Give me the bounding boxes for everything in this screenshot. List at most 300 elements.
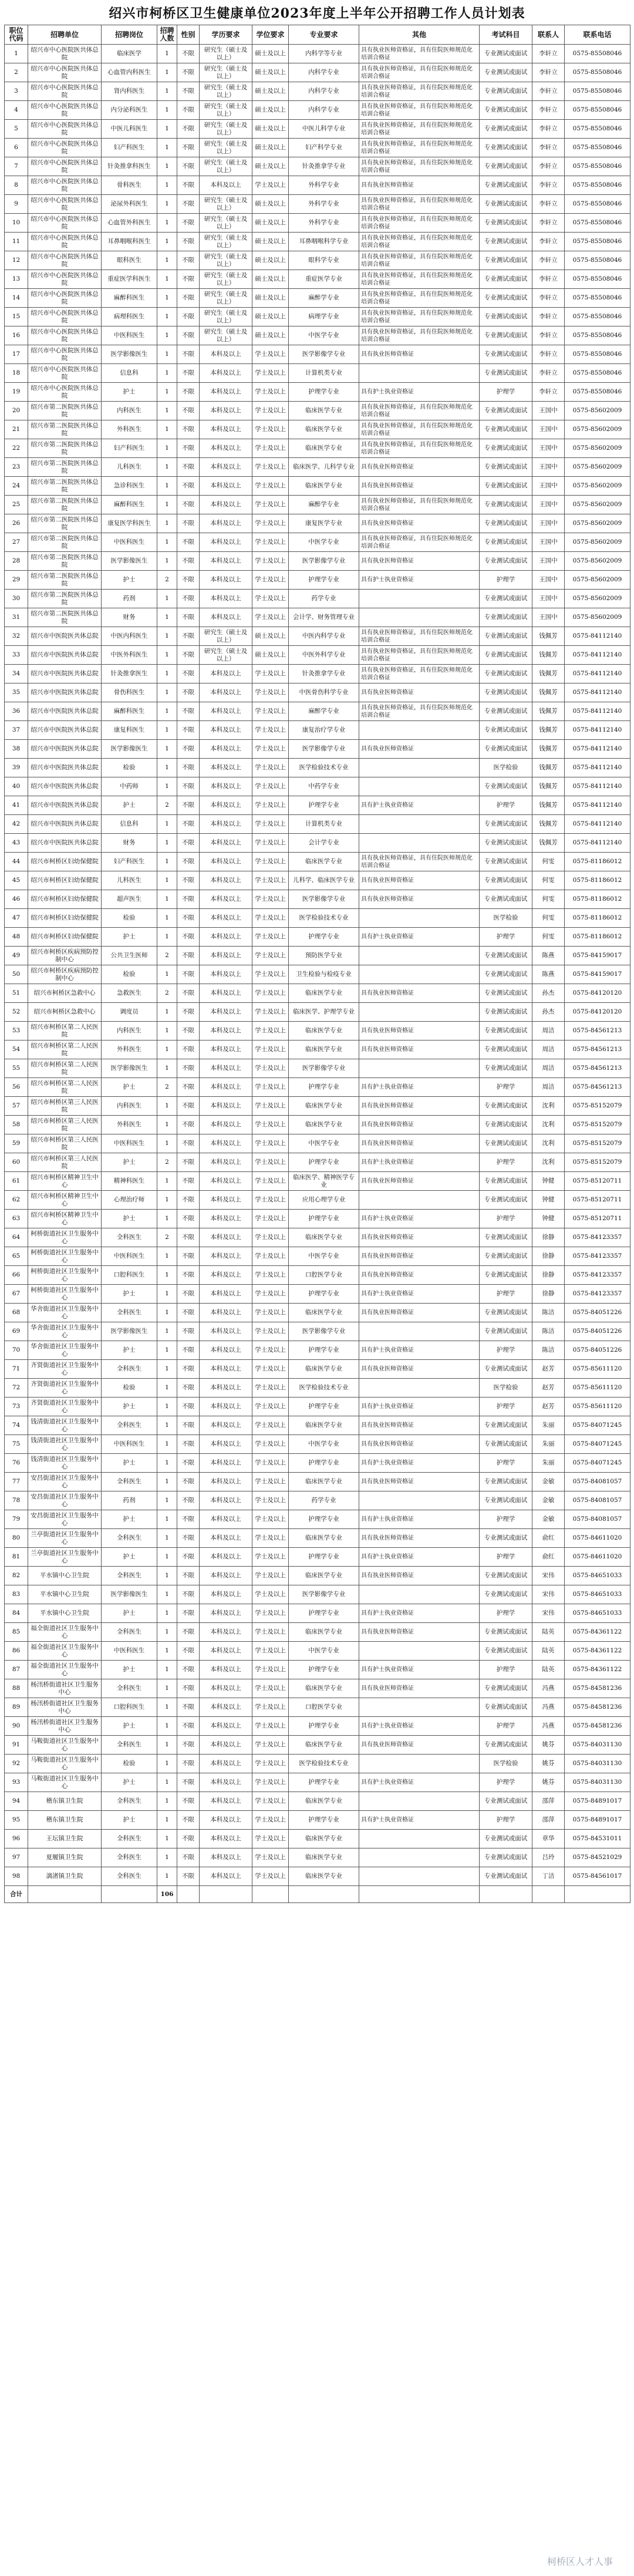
table-row <box>5 740 630 759</box>
col-header-other: 其他 <box>359 25 480 45</box>
cell-contact: 钱佩芳 <box>532 759 565 777</box>
cell-contact: 宋伟 <box>532 1604 565 1623</box>
cell-education: 本科及以上 <box>200 1078 252 1097</box>
cell-count: 1 <box>157 1717 177 1736</box>
table-row <box>5 1473 630 1491</box>
table-row <box>5 514 630 533</box>
cell-contact: 姚芬 <box>532 1736 565 1755</box>
cell-education: 研究生（硕士及以上） <box>200 82 252 101</box>
cell-contact: 朱丽 <box>532 1454 565 1473</box>
cell-major: 中药学专业 <box>289 777 359 796</box>
cell-exam: 专业测试或面试 <box>480 1435 532 1454</box>
table-row <box>5 364 630 383</box>
cell-other <box>359 1322 480 1341</box>
cell-post: 肾内科医生 <box>102 82 157 101</box>
cell-post: 财务 <box>102 834 157 853</box>
cell-post: 医学影像医生 <box>102 345 157 364</box>
table-row <box>5 796 630 815</box>
cell-contact: 吕玲 <box>532 1848 565 1867</box>
cell-exam: 专业测试或面试 <box>480 1322 532 1341</box>
cell-exam: 护理学 <box>480 1210 532 1228</box>
cell-other: 具有护士执业资格证 <box>359 1604 480 1623</box>
cell-count: 1 <box>157 928 177 947</box>
cell-exam: 专业测试或面试 <box>480 251 532 270</box>
cell-major: 病理学专业 <box>289 308 359 326</box>
cell-count: 1 <box>157 1322 177 1341</box>
table-row <box>5 270 630 289</box>
cell-major: 医学影像学专业 <box>289 890 359 909</box>
cell-post: 护士 <box>102 1078 157 1097</box>
cell-major: 眼科学专业 <box>289 251 359 270</box>
cell-education: 研究生（硕士及以上） <box>200 233 252 251</box>
cell-gender: 不限 <box>177 1228 200 1247</box>
cell-education: 本科及以上 <box>200 176 252 195</box>
cell-contact: 沈利 <box>532 1116 565 1134</box>
cell-count: 1 <box>157 120 177 139</box>
cell-education: 本科及以上 <box>200 1153 252 1172</box>
cell-degree: 学士及以上 <box>252 1322 289 1341</box>
cell-contact: 宋伟 <box>532 1567 565 1585</box>
cell-phone: 0575-81186012 <box>565 928 630 947</box>
col-header-education: 学历要求 <box>200 25 252 45</box>
cell-contact: 朱丽 <box>532 1416 565 1435</box>
cell-phone: 0575-85602009 <box>565 533 630 552</box>
cell-major: 卫生检验与检疫专业 <box>289 965 359 984</box>
cell-count: 1 <box>157 740 177 759</box>
cell-code: 82 <box>5 1567 28 1585</box>
cell-code: 94 <box>5 1792 28 1811</box>
cell-degree: 学士及以上 <box>252 345 289 364</box>
cell-post: 检验 <box>102 759 157 777</box>
cell-major: 中医学专业 <box>289 533 359 552</box>
cell-gender: 不限 <box>177 1191 200 1210</box>
cell-unit: 华舍街道社区卫生服务中心 <box>28 1322 102 1341</box>
table-row <box>5 496 630 514</box>
cell-post: 全科医生 <box>102 1529 157 1548</box>
cell-post: 全科医生 <box>102 1623 157 1642</box>
cell-other: 具有护士执业资格证 <box>359 928 480 947</box>
cell-contact: 赵芳 <box>532 1398 565 1416</box>
cell-contact: 沈利 <box>532 1153 565 1172</box>
cell-major: 中医学专业 <box>289 1247 359 1266</box>
cell-education: 本科及以上 <box>200 1040 252 1059</box>
cell-contact: 赵芳 <box>532 1360 565 1379</box>
cell-gender: 不限 <box>177 1736 200 1755</box>
cell-phone: 0575-85602009 <box>565 458 630 477</box>
cell-post: 妇产科医生 <box>102 439 157 458</box>
cell-post: 护士 <box>102 1398 157 1416</box>
cell-count: 1 <box>157 1341 177 1360</box>
cell-degree: 学士及以上 <box>252 740 289 759</box>
cell-gender: 不限 <box>177 1040 200 1059</box>
cell-unit: 安昌街道社区卫生服务中心 <box>28 1491 102 1510</box>
cell-other: 具有执业医师资格证 <box>359 176 480 195</box>
cell-count: 1 <box>157 533 177 552</box>
cell-contact: 李轩立 <box>532 82 565 101</box>
cell-exam: 医学检验 <box>480 909 532 928</box>
cell-unit: 绍兴市柯桥区第三人民医院 <box>28 1097 102 1116</box>
cell-other: 具有执业医师资格证，具有住院医师规范化培训合格证 <box>359 101 480 120</box>
cell-degree: 硕士及以上 <box>252 289 289 308</box>
cell-major: 护理学专业 <box>289 1811 359 1830</box>
cell-post: 口腔科医生 <box>102 1266 157 1285</box>
cell-contact: 王国中 <box>532 458 565 477</box>
cell-other: 具有执业医师资格证，具有住院医师规范化培训合格证 <box>359 233 480 251</box>
cell-gender: 不限 <box>177 1792 200 1811</box>
cell-other: 具有执业医师资格证，具有住院医师规范化培训合格证 <box>359 702 480 721</box>
cell-major: 临床医学专业 <box>289 1567 359 1585</box>
cell-major: 临床医学专业 <box>289 477 359 496</box>
cell-other: 具有执业医师资格证 <box>359 1679 480 1698</box>
cell-unit: 福全街道社区卫生服务中心 <box>28 1623 102 1642</box>
cell-count: 1 <box>157 1360 177 1379</box>
cell-education: 研究生（硕士及以上） <box>200 157 252 176</box>
cell-exam: 护理学 <box>480 1285 532 1304</box>
table-row <box>5 965 630 984</box>
cell-major: 麻醉学专业 <box>289 289 359 308</box>
cell-code: 57 <box>5 1097 28 1116</box>
cell-gender: 不限 <box>177 853 200 871</box>
cell-education: 本科及以上 <box>200 1003 252 1022</box>
cell-education: 研究生（硕士及以上） <box>200 270 252 289</box>
cell-contact: 周洁 <box>532 1078 565 1097</box>
cell-unit: 绍兴市柯桥区妇幼保健院 <box>28 871 102 890</box>
cell-contact: 丁洁 <box>532 1867 565 1886</box>
cell-degree: 学士及以上 <box>252 871 289 890</box>
cell-phone: 0575-84123357 <box>565 1285 630 1304</box>
table-row <box>5 1360 630 1379</box>
cell-degree: 学士及以上 <box>252 1567 289 1585</box>
cell-contact: 赵芳 <box>532 1379 565 1398</box>
cell-degree: 学士及以上 <box>252 1022 289 1040</box>
cell-other: 具有执业医师资格证，具有住院医师规范化培训合格证 <box>359 496 480 514</box>
cell-other <box>359 965 480 984</box>
cell-education: 本科及以上 <box>200 1548 252 1567</box>
cell-post: 护士 <box>102 1604 157 1623</box>
cell-count: 1 <box>157 1867 177 1886</box>
cell-other <box>359 777 480 796</box>
cell-exam: 护理学 <box>480 928 532 947</box>
cell-phone: 0575-81186012 <box>565 909 630 928</box>
cell-major: 临床医学专业 <box>289 1116 359 1134</box>
cell-exam: 专业测试或面试 <box>480 1736 532 1755</box>
cell-contact: 钱佩芳 <box>532 740 565 759</box>
cell-education: 本科及以上 <box>200 1304 252 1322</box>
cell-gender: 不限 <box>177 928 200 947</box>
cell-gender: 不限 <box>177 402 200 420</box>
cell-education: 本科及以上 <box>200 909 252 928</box>
cell-code: 23 <box>5 458 28 477</box>
cell-other: 具有护士执业资格证 <box>359 383 480 402</box>
cell-gender: 不限 <box>177 1679 200 1698</box>
table-row <box>5 1454 630 1473</box>
cell-count: 1 <box>157 1585 177 1604</box>
cell-gender: 不限 <box>177 477 200 496</box>
cell-post: 针灸推拿医生 <box>102 665 157 683</box>
cell-degree: 学士及以上 <box>252 1679 289 1698</box>
table-row <box>5 533 630 552</box>
col-header-degree: 学位要求 <box>252 25 289 45</box>
cell-code: 76 <box>5 1454 28 1473</box>
cell-degree: 学士及以上 <box>252 533 289 552</box>
cell-other: 具有执业医师资格证 <box>359 890 480 909</box>
cell-degree: 学士及以上 <box>252 1698 289 1717</box>
cell-phone: 0575-85508046 <box>565 308 630 326</box>
cell-exam: 护理学 <box>480 1548 532 1567</box>
cell-count: 1 <box>157 552 177 571</box>
cell-post: 妇产科医生 <box>102 853 157 871</box>
cell-post: 骨伤科医生 <box>102 683 157 702</box>
cell-degree: 学士及以上 <box>252 364 289 383</box>
cell-unit: 绍兴市第二医院医共体总院 <box>28 402 102 420</box>
cell-phone: 0575-84361122 <box>565 1661 630 1679</box>
cell-degree: 学士及以上 <box>252 1773 289 1792</box>
cell-code: 54 <box>5 1040 28 1059</box>
cell-exam: 专业测试或面试 <box>480 1416 532 1435</box>
cell-unit: 稽东镇卫生院 <box>28 1811 102 1830</box>
cell-phone: 0575-84071245 <box>565 1435 630 1454</box>
cell-phone: 0575-85508046 <box>565 139 630 157</box>
cell-code: 98 <box>5 1867 28 1886</box>
cell-phone: 0575-84120120 <box>565 984 630 1003</box>
cell-phone: 0575-81186012 <box>565 853 630 871</box>
table-row <box>5 1661 630 1679</box>
table-row <box>5 1040 630 1059</box>
cell-degree: 学士及以上 <box>252 890 289 909</box>
cell-education: 研究生（硕士及以上） <box>200 120 252 139</box>
cell-major: 外科学专业 <box>289 214 359 233</box>
cell-unit: 稽东镇卫生院 <box>28 1792 102 1811</box>
cell-degree: 学士及以上 <box>252 1153 289 1172</box>
cell-education: 本科及以上 <box>200 420 252 439</box>
cell-degree: 学士及以上 <box>252 1003 289 1022</box>
cell-post: 检验 <box>102 909 157 928</box>
cell-unit: 绍兴市中心医院医共体总院 <box>28 63 102 82</box>
cell-post: 内科医生 <box>102 1097 157 1116</box>
cell-major: 药学专业 <box>289 1491 359 1510</box>
table-row <box>5 853 630 871</box>
cell-contact: 钱佩芳 <box>532 796 565 815</box>
cell-count: 1 <box>157 909 177 928</box>
cell-major: 临床医学专业 <box>289 1022 359 1040</box>
cell-gender: 不限 <box>177 590 200 608</box>
cell-major: 中医儿科学专业 <box>289 120 359 139</box>
cell-phone: 0575-85602009 <box>565 590 630 608</box>
cell-count: 2 <box>157 571 177 590</box>
cell-code: 67 <box>5 1285 28 1304</box>
cell-education: 本科及以上 <box>200 683 252 702</box>
cell-gender: 不限 <box>177 646 200 665</box>
cell-gender: 不限 <box>177 1717 200 1736</box>
cell-major: 护理学专业 <box>289 1604 359 1623</box>
cell-contact: 姚芬 <box>532 1755 565 1773</box>
cell-other: 具有护士执业资格证 <box>359 1285 480 1304</box>
cell-education: 本科及以上 <box>200 1661 252 1679</box>
table-row <box>5 214 630 233</box>
cell-education: 本科及以上 <box>200 777 252 796</box>
cell-gender: 不限 <box>177 157 200 176</box>
table-header-row <box>5 25 630 45</box>
cell-gender: 不限 <box>177 740 200 759</box>
cell-post: 麻醉科医生 <box>102 289 157 308</box>
cell-phone: 0575-84361122 <box>565 1623 630 1642</box>
cell-unit: 绍兴市柯桥区第三人民医院 <box>28 1116 102 1134</box>
cell-code: 73 <box>5 1398 28 1416</box>
cell-unit: 绍兴市中心医院医共体总院 <box>28 45 102 63</box>
cell-degree: 学士及以上 <box>252 420 289 439</box>
cell-phone: 0575-84521029 <box>565 1848 630 1867</box>
table-row <box>5 928 630 947</box>
cell-post: 中医科医生 <box>102 326 157 345</box>
cell-count: 1 <box>157 514 177 533</box>
table-total-row <box>5 1886 630 1903</box>
cell-contact: 李轩立 <box>532 157 565 176</box>
table-row <box>5 1491 630 1510</box>
cell-post: 口腔科医生 <box>102 1698 157 1717</box>
cell-phone: 0575-84611020 <box>565 1529 630 1548</box>
cell-contact: 王国中 <box>532 514 565 533</box>
cell-major: 医学影像学专业 <box>289 1322 359 1341</box>
table-row <box>5 1510 630 1529</box>
cell-count: 1 <box>157 965 177 984</box>
cell-other: 具有执业医师资格证 <box>359 740 480 759</box>
cell-contact: 钱佩芳 <box>532 683 565 702</box>
cell-other: 具有执业医师资格证 <box>359 1172 480 1191</box>
cell-major: 医学影像学专业 <box>289 552 359 571</box>
cell-exam: 专业测试或面试 <box>480 101 532 120</box>
cell-exam: 专业测试或面试 <box>480 1097 532 1116</box>
cell-contact: 李轩立 <box>532 270 565 289</box>
cell-contact: 邵萍 <box>532 1811 565 1830</box>
cell-post: 财务 <box>102 608 157 627</box>
cell-education: 本科及以上 <box>200 834 252 853</box>
cell-phone: 0575-84531011 <box>565 1830 630 1848</box>
cell-contact: 钱佩芳 <box>532 646 565 665</box>
col-header-unit: 招聘单位 <box>28 25 102 45</box>
cell-major: 会计学、财务管理专业 <box>289 608 359 627</box>
cell-code: 96 <box>5 1830 28 1848</box>
table-row <box>5 890 630 909</box>
table-row <box>5 63 630 82</box>
table-row <box>5 1529 630 1548</box>
cell-code: 64 <box>5 1228 28 1247</box>
cell-degree: 学士及以上 <box>252 1078 289 1097</box>
cell-major: 麻醉学专业 <box>289 496 359 514</box>
cell-unit: 绍兴市第二医院医共体总院 <box>28 552 102 571</box>
cell-major: 药学专业 <box>289 590 359 608</box>
cell-phone: 0575-84112140 <box>565 815 630 834</box>
cell-major: 临床医学专业 <box>289 402 359 420</box>
cell-code: 72 <box>5 1379 28 1398</box>
cell-unit: 绍兴市柯桥区精神卫生中心 <box>28 1191 102 1210</box>
cell-major: 临床医学专业 <box>289 984 359 1003</box>
cell-exam: 专业测试或面试 <box>480 1642 532 1661</box>
cell-count: 1 <box>157 1623 177 1642</box>
cell-post: 信息科 <box>102 364 157 383</box>
cell-major: 临床医学专业 <box>289 1473 359 1491</box>
table-row <box>5 308 630 326</box>
cell-phone: 0575-84112140 <box>565 721 630 740</box>
cell-post: 药剂 <box>102 1491 157 1510</box>
cell-education: 本科及以上 <box>200 1679 252 1698</box>
cell-unit: 绍兴市第二医院医共体总院 <box>28 571 102 590</box>
cell-education: 本科及以上 <box>200 740 252 759</box>
cell-count: 2 <box>157 984 177 1003</box>
cell-code: 80 <box>5 1529 28 1548</box>
cell-exam: 护理学 <box>480 1153 532 1172</box>
cell-gender: 不限 <box>177 1341 200 1360</box>
cell-other: 具有执业医师资格证，具有住院医师规范化培训合格证 <box>359 120 480 139</box>
cell-phone: 0575-84561213 <box>565 1022 630 1040</box>
cell-post: 全科医生 <box>102 1304 157 1322</box>
cell-gender: 不限 <box>177 1360 200 1379</box>
cell-count: 1 <box>157 646 177 665</box>
cell-count: 1 <box>157 251 177 270</box>
table-row <box>5 815 630 834</box>
cell-education: 本科及以上 <box>200 477 252 496</box>
cell-other <box>359 947 480 965</box>
cell-gender: 不限 <box>177 1322 200 1341</box>
cell-other: 具有执业医师资格证，具有住院医师规范化培训合格证 <box>359 646 480 665</box>
cell-degree: 学士及以上 <box>252 458 289 477</box>
cell-gender: 不限 <box>177 1266 200 1285</box>
cell-phone: 0575-84561213 <box>565 1059 630 1078</box>
cell-exam: 专业测试或面试 <box>480 740 532 759</box>
cell-count: 1 <box>157 1548 177 1567</box>
cell-contact: 徐静 <box>532 1266 565 1285</box>
cell-gender: 不限 <box>177 82 200 101</box>
cell-phone: 0575-85602009 <box>565 514 630 533</box>
cell-post: 内科医生 <box>102 1022 157 1040</box>
cell-post: 全科医生 <box>102 1416 157 1435</box>
cell-count: 1 <box>157 477 177 496</box>
cell-unit: 绍兴市柯桥区疾病预防控制中心 <box>28 947 102 965</box>
cell-count: 1 <box>157 326 177 345</box>
cell-education: 本科及以上 <box>200 1717 252 1736</box>
cell-post: 中医科医生 <box>102 533 157 552</box>
cell-contact: 俞红 <box>532 1529 565 1548</box>
cell-education: 本科及以上 <box>200 496 252 514</box>
cell-major: 中医学专业 <box>289 1435 359 1454</box>
cell-unit: 齐贤街道社区卫生服务中心 <box>28 1398 102 1416</box>
cell-post: 外科医生 <box>102 420 157 439</box>
cell-other: 具有护士执业资格证 <box>359 1078 480 1097</box>
cell-other: 具有护士执业资格证 <box>359 1454 480 1473</box>
cell-education: 本科及以上 <box>200 364 252 383</box>
cell-post: 检验 <box>102 1755 157 1773</box>
table-row <box>5 1003 630 1022</box>
cell-other <box>359 1059 480 1078</box>
cell-gender: 不限 <box>177 1116 200 1134</box>
cell-contact: 王国中 <box>532 402 565 420</box>
cell-gender: 不限 <box>177 326 200 345</box>
cell-gender: 不限 <box>177 1003 200 1022</box>
cell-post: 心理治疗师 <box>102 1191 157 1210</box>
table-row <box>5 1191 630 1210</box>
cell-gender: 不限 <box>177 1661 200 1679</box>
cell-education: 本科及以上 <box>200 1623 252 1642</box>
cell-post: 全科医生 <box>102 1867 157 1886</box>
cell-post: 护士 <box>102 1210 157 1228</box>
cell-degree: 学士及以上 <box>252 1811 289 1830</box>
cell-code: 59 <box>5 1134 28 1153</box>
cell-exam: 专业测试或面试 <box>480 477 532 496</box>
cell-education: 本科及以上 <box>200 1510 252 1529</box>
table-row <box>5 1848 630 1867</box>
cell-gender: 不限 <box>177 345 200 364</box>
cell-gender: 不限 <box>177 1510 200 1529</box>
cell-count: 1 <box>157 402 177 420</box>
